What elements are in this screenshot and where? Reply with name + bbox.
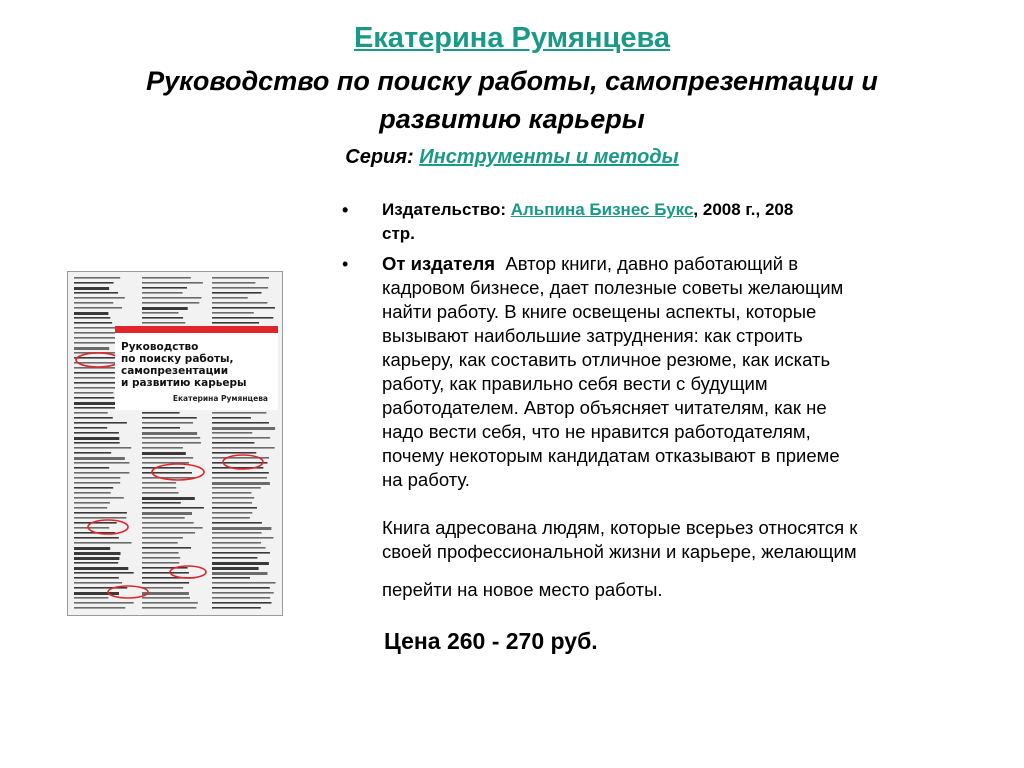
newsprint-line <box>74 307 122 309</box>
newsprint-line <box>212 437 270 439</box>
desc-line <box>382 252 980 276</box>
newsprint-line <box>212 302 267 304</box>
newsprint-line <box>212 582 276 584</box>
cover-author: Екатерина Румянцева <box>172 394 268 403</box>
newsprint-line <box>74 432 119 434</box>
newsprint-line <box>142 412 180 414</box>
cover-title-line: и развитию карьеры <box>121 377 247 389</box>
desc-line-text: Автор книги, давно работающий в <box>505 253 799 274</box>
newsprint-line <box>74 317 110 319</box>
newsprint-line <box>142 307 188 310</box>
newsprint-line <box>142 512 192 515</box>
desc-line: вызывают наибольшие затруднения: как строить <box>382 325 803 346</box>
newsprint-line <box>212 602 272 604</box>
newsprint-line <box>142 317 183 319</box>
newsprint-line <box>212 487 261 489</box>
publisher-line-1 <box>382 198 980 222</box>
newsprint-line <box>142 312 179 314</box>
newsprint-line <box>212 607 261 609</box>
newsprint-line <box>142 482 176 484</box>
desc-line: на работу. <box>382 469 470 490</box>
newsprint-line <box>74 537 119 539</box>
newsprint-line <box>212 557 257 559</box>
newsprint-line <box>74 572 134 574</box>
desc-line: надо вести себя, что не нравится работодателям, <box>382 421 811 442</box>
newsprint-line <box>142 562 179 564</box>
newsprint-line <box>212 287 268 289</box>
newsprint-line <box>212 587 270 589</box>
newsprint-line <box>142 527 203 529</box>
newsprint-line <box>74 387 119 389</box>
newsprint-line <box>142 607 196 609</box>
newsprint-line <box>212 452 256 454</box>
newsprint-line <box>142 517 185 519</box>
newsprint-line <box>212 312 254 314</box>
newsprint-line <box>212 592 274 594</box>
newsprint-line <box>74 422 127 424</box>
newsprint-line <box>142 297 201 299</box>
newsprint-line <box>142 287 187 289</box>
newsprint-line <box>142 537 183 539</box>
newsprint-line <box>142 547 191 549</box>
newsprint-line <box>212 292 262 294</box>
newsprint-line <box>74 312 108 315</box>
newsprint-line <box>142 417 197 419</box>
newsprint-line <box>74 487 113 489</box>
author-link[interactable]: Екатерина Румянцева <box>353 22 671 54</box>
newsprint-line <box>74 277 120 279</box>
publisher-details: , 2008 г., 208 <box>693 200 794 219</box>
newsprint-line <box>142 487 176 489</box>
book-cover-image <box>67 271 283 616</box>
newsprint-line <box>212 502 252 504</box>
newsprint-line <box>74 542 132 544</box>
newsprint-line <box>212 432 252 434</box>
description-item <box>340 252 980 602</box>
newsprint-line <box>142 532 195 534</box>
newsprint-line <box>212 547 266 549</box>
newsprint-line <box>74 282 114 284</box>
newsprint-line <box>142 322 185 324</box>
newsprint-line <box>212 542 261 544</box>
newsprint-line <box>142 542 178 544</box>
newsprint-line <box>212 537 273 539</box>
newsprint-line <box>74 577 119 579</box>
newsprint-line <box>212 462 268 464</box>
newsprint-line <box>212 472 269 474</box>
newsprint-line <box>212 507 257 509</box>
desc-line: работодателем. Автор объясняет читателям, как не <box>382 397 827 418</box>
newsprint-line <box>74 502 110 504</box>
newsprint-line <box>74 552 121 555</box>
cover-title-line: самопрезентации <box>121 365 229 377</box>
newsprint-line <box>212 297 248 299</box>
newsprint-line <box>142 467 185 469</box>
newsprint-line <box>74 437 119 440</box>
bullet-icon: • <box>342 254 349 274</box>
newsprint-line <box>142 492 179 494</box>
newsprint-line <box>142 587 183 589</box>
newsprint-line <box>74 302 113 304</box>
newsprint-line <box>142 497 195 500</box>
newsprint-line <box>74 567 128 570</box>
newsprint-line <box>74 507 107 509</box>
newsprint-line <box>212 477 267 479</box>
newsprint-line <box>142 437 200 439</box>
newsprint-line <box>74 592 119 595</box>
newsprint-line <box>74 457 125 460</box>
newsprint-line <box>74 427 107 429</box>
newsprint-line <box>74 462 129 464</box>
newsprint-line <box>142 277 191 279</box>
newsprint-line <box>212 577 250 579</box>
newsprint-line <box>212 562 269 565</box>
newsprint-line <box>142 582 189 584</box>
newsprint-line <box>212 282 255 284</box>
red-circle-mark <box>76 353 120 367</box>
book-title <box>0 62 1024 138</box>
desc-line: кадровом бизнесе, дает полезные советы желающим <box>382 277 844 298</box>
newsprint-line <box>142 282 203 284</box>
newsprint-line <box>74 602 134 604</box>
newsprint-line <box>74 392 113 394</box>
newsprint-line <box>142 442 201 444</box>
newsprint-line <box>74 482 120 484</box>
newsprint-line <box>142 422 193 424</box>
newsprint-line <box>74 497 124 499</box>
price: Цена 260 - 270 руб. <box>384 628 598 654</box>
newsprint-line <box>142 477 195 479</box>
publisher-line-2: стр. <box>382 224 415 243</box>
newsprint-line <box>212 532 262 534</box>
newsprint-line <box>212 497 254 499</box>
newsprint-line <box>74 382 120 384</box>
newsprint-line <box>212 307 275 309</box>
newsprint-line <box>74 582 122 584</box>
newsprint-line <box>74 607 125 609</box>
newsprint-line <box>142 552 179 554</box>
newsprint-line <box>74 397 114 399</box>
newsprint-line <box>142 457 193 459</box>
newsprint-line <box>212 552 270 554</box>
newsprint-line <box>74 442 120 444</box>
newsprint-line <box>212 447 275 449</box>
newsprint-line <box>212 527 271 530</box>
bullet-icon: • <box>342 200 349 220</box>
newsprint-line <box>74 597 108 599</box>
newsprint-line <box>74 322 112 324</box>
desc-line: перейти на новое место работы. <box>382 579 663 600</box>
newsprint-line <box>74 452 111 454</box>
newsprint-line <box>74 517 126 519</box>
newsprint-line <box>142 592 189 595</box>
newsprint-line <box>212 317 273 319</box>
title-line-2: развитию карьеры <box>379 104 645 134</box>
newsprint-line <box>74 472 129 474</box>
newsprint-line <box>74 467 109 469</box>
newsprint-line <box>142 507 204 509</box>
newsprint-line <box>212 427 275 430</box>
newsprint-line <box>142 292 183 294</box>
newsprint-line <box>212 412 266 414</box>
newsprint-line <box>142 302 199 304</box>
desc-line: карьеру, как составить отличное резюме, как искать <box>382 349 831 370</box>
newsprint-line <box>74 417 113 419</box>
newsprint-line <box>74 292 118 294</box>
desc-line: работу, как правильно себя вести с будущим <box>382 373 768 394</box>
newsprint-line <box>212 322 259 324</box>
newsprint-line <box>74 287 109 290</box>
newsprint-line <box>142 427 180 429</box>
newsprint-line <box>212 422 269 424</box>
newsprint-line <box>74 547 110 550</box>
newsprint-line <box>74 372 118 374</box>
newsprint-line <box>212 442 254 444</box>
cover-label <box>115 326 278 410</box>
newsprint-line <box>142 602 198 604</box>
publisher-item <box>340 198 980 246</box>
newsprint-line <box>74 562 118 564</box>
newsprint-line <box>74 477 120 479</box>
desc-line: найти работу. В книге освещены аспекты, которые <box>382 301 817 322</box>
newsprint-line <box>142 522 194 524</box>
title-line-1: Руководство по поиску работы, самопрезентации и <box>146 66 878 96</box>
newsprint-line <box>212 512 252 514</box>
desc-line: почему некоторым кандидатам отказывают в приеме <box>382 445 840 466</box>
desc-line: Книга адресована людям, которые всерьез относятся к <box>382 517 858 538</box>
newsprint-line <box>142 472 192 474</box>
newsprint-line <box>212 522 262 524</box>
newsprint-line <box>74 527 109 529</box>
newsprint-line <box>212 572 268 575</box>
newsprint-line <box>142 447 183 449</box>
newsprint-line <box>142 572 189 574</box>
newsprint-line <box>212 277 269 279</box>
newsprint-line <box>212 567 259 570</box>
description-label: От издателя <box>382 253 496 274</box>
cover-title <box>121 341 272 389</box>
newsprint-line <box>212 517 250 519</box>
series-label: Серия: <box>345 146 420 168</box>
newsprint-line <box>74 557 119 560</box>
newsprint-line <box>74 347 109 350</box>
newsprint-line <box>142 432 197 435</box>
newsprint-line <box>74 447 131 449</box>
newsprint-line <box>212 417 251 419</box>
cover-title-line: Руководство <box>121 341 199 353</box>
newsprint-line <box>74 512 127 514</box>
publisher-link[interactable]: Альпина Бизнес Букс <box>510 200 694 219</box>
publisher-label: Издательство: <box>382 200 511 219</box>
desc-line: своей профессиональной жизни и карьере, желающим <box>382 541 857 562</box>
newsprint-line <box>74 297 125 299</box>
info-list <box>340 198 980 602</box>
newsprint-line <box>212 492 252 494</box>
newsprint-line <box>74 412 108 414</box>
newsprint-line <box>142 502 181 504</box>
newsprint-line <box>142 452 186 455</box>
newsprint-line <box>74 492 111 494</box>
newsprint-line <box>212 482 270 485</box>
newsprint-line <box>212 597 270 599</box>
series-line <box>0 142 1024 172</box>
author-line <box>0 18 1024 58</box>
cover-title-line: по поиску работы, <box>121 353 234 365</box>
newsprint-line <box>142 557 180 559</box>
newsprint-line <box>142 597 190 599</box>
header <box>0 18 1024 172</box>
newspaper-background <box>68 272 282 615</box>
series-link[interactable]: Инструменты и методы <box>419 146 679 168</box>
